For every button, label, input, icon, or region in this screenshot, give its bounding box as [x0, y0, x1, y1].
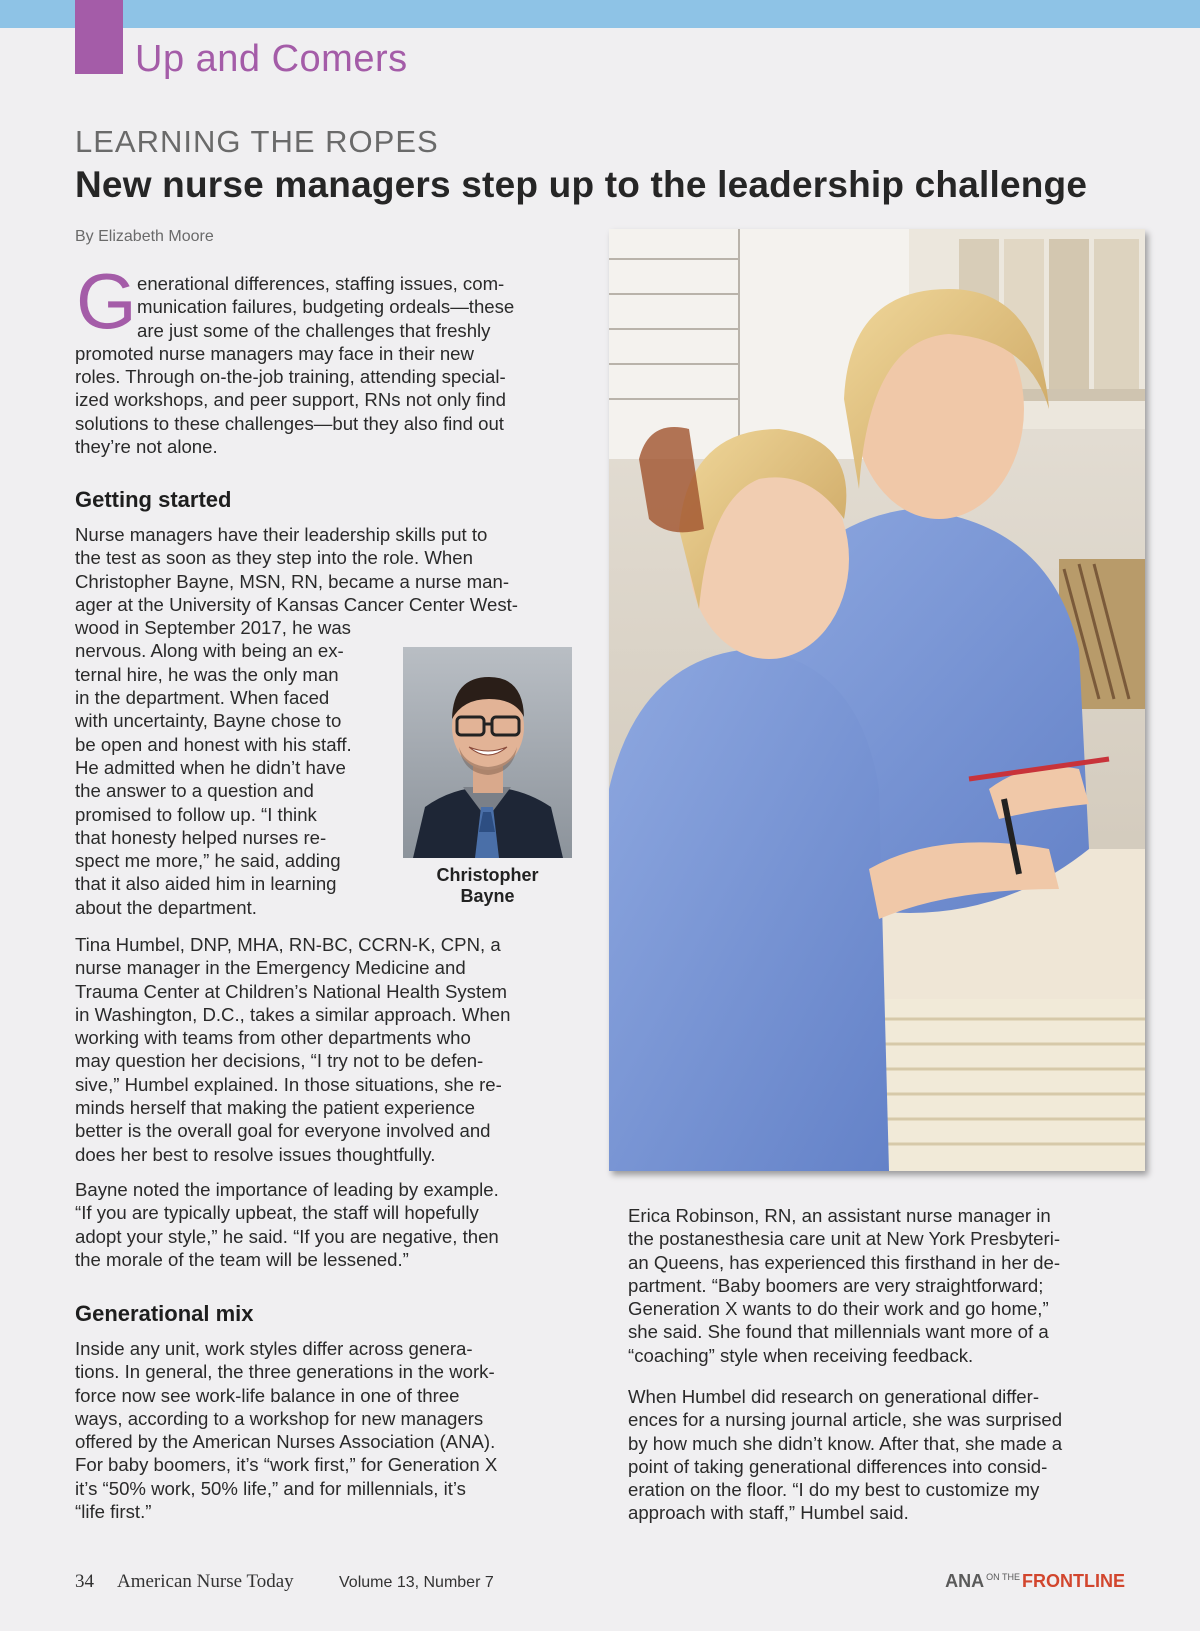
text-line: ences for a nursing journal article, she was surprised: [628, 1409, 1063, 1431]
portrait-caption: [403, 865, 572, 907]
text-line: that honesty helped nurses re-: [75, 826, 327, 848]
text-line: they’re not alone.: [75, 436, 218, 458]
body-paragraph: [75, 933, 510, 1166]
text-line: He admitted when he didn’t have: [75, 756, 346, 778]
article-byline: By Elizabeth Moore: [75, 228, 214, 245]
text-line: approach with staff,” Humbel said.: [628, 1502, 909, 1524]
intro-paragraph: [75, 272, 514, 458]
text-line: “If you are typically upbeat, the staff will hopefully: [75, 1202, 479, 1224]
text-line: When Humbel did research on generational differ-: [628, 1386, 1040, 1407]
subhead-generational-mix: Generational mix: [75, 1301, 254, 1326]
text-line: “coaching” style when receiving feedback.: [628, 1344, 974, 1366]
caption-line: Bayne: [460, 886, 515, 906]
text-line: eration on the floor. “I do my best to customize my: [628, 1479, 1040, 1501]
ana-frontline-logo: [945, 1571, 1125, 1592]
text-line: enerational differences, staffing issues, com-: [137, 273, 505, 294]
text-line: nurse manager in the Emergency Medicine and: [75, 957, 466, 979]
text-line: be open and honest with his staff.: [75, 733, 352, 755]
text-line: ternal hire, he was the only man: [75, 663, 339, 685]
text-line: ager at the University of Kansas Cancer Center West-: [75, 593, 518, 615]
text-line: Erica Robinson, RN, an assistant nurse manager in: [628, 1205, 1051, 1226]
text-line: minds herself that making the patient experience: [75, 1097, 475, 1119]
top-color-bar: [0, 0, 1200, 28]
brand-frontline: FRONTLINE: [1022, 1571, 1125, 1591]
text-line: adopt your style,” he said. “If you are negative, then: [75, 1225, 499, 1247]
text-line: Tina Humbel, DNP, MHA, RN-BC, CCRN-K, CPN, a: [75, 934, 501, 955]
text-line: “life first.”: [75, 1501, 152, 1523]
article-headline: New nurse managers step up to the leadership challenge: [75, 164, 1088, 205]
text-line: Trauma Center at Children’s National Health System: [75, 980, 507, 1002]
section-title: Up and Comers: [135, 38, 408, 80]
text-line: are just some of the challenges that freshly: [137, 319, 491, 341]
text-line: the test as soon as they step into the role. When: [75, 547, 473, 569]
text-line: tions. In general, the three generations in the work-: [75, 1361, 495, 1383]
text-line: roles. Through on-the-job training, attending special-: [75, 366, 506, 388]
text-line: does her best to resolve issues thoughtfully.: [75, 1143, 436, 1165]
text-line: promoted nurse managers may face in their new: [75, 342, 474, 364]
text-line: ways, according to a workshop for new managers: [75, 1407, 484, 1429]
text-line: promised to follow up. “I think: [75, 803, 317, 825]
drop-cap: G: [76, 257, 137, 345]
text-line: Bayne noted the importance of leading by example.: [75, 1179, 499, 1200]
text-line: ized workshops, and peer support, RNs not only find: [75, 389, 506, 411]
caption-line: Christopher: [436, 865, 539, 885]
text-line: munication failures, budgeting ordeals—these: [137, 296, 515, 318]
text-line: spect me more,” he said, adding: [75, 850, 341, 872]
body-paragraph: [628, 1385, 1062, 1525]
text-line: partment. “Baby boomers are very straightforward;: [628, 1274, 1044, 1296]
text-line: an Queens, has experienced this firsthand in her de-: [628, 1251, 1061, 1273]
text-line: For baby boomers, it’s “work first,” for Generation X: [75, 1454, 498, 1476]
magazine-name: American Nurse Today: [117, 1571, 294, 1592]
brand-sup: ON THE: [986, 1572, 1020, 1582]
text-line: solutions to these challenges—but they also find out: [75, 412, 504, 434]
subhead-getting-started: Getting started: [75, 487, 232, 512]
brand-ana: ANA: [945, 1571, 985, 1591]
text-line: by how much she didn’t know. After that, she made a: [628, 1432, 1063, 1454]
text-line: in the department. When faced: [75, 687, 330, 709]
text-line: wood in September 2017, he was: [75, 617, 351, 639]
text-line: that it also aided him in learning: [75, 873, 337, 895]
text-line: point of taking generational differences into consid-: [628, 1455, 1048, 1477]
body-paragraph: [75, 1178, 499, 1271]
page-number: 34: [75, 1571, 94, 1592]
portrait-photo: [403, 647, 572, 858]
text-line: she said. She found that millennials want more of a: [628, 1321, 1049, 1343]
text-line: offered by the American Nurses Association (ANA).: [75, 1431, 496, 1453]
text-line: Generation X wants to do their work and go home,”: [628, 1298, 1049, 1320]
text-line: nervous. Along with being an ex-: [75, 640, 344, 662]
text-line: Inside any unit, work styles differ across genera-: [75, 1338, 473, 1359]
body-paragraph: [628, 1204, 1060, 1367]
text-line: force now see work-life balance in one of three: [75, 1384, 460, 1406]
text-line: the answer to a question and: [75, 780, 314, 802]
text-line: Christopher Bayne, MSN, RN, became a nurse man-: [75, 570, 510, 592]
text-line: working with teams from other departments who: [75, 1027, 471, 1049]
text-line: sive,” Humbel explained. In those situations, she re-: [75, 1073, 502, 1095]
text-line: Nurse managers have their leadership skills put to: [75, 524, 488, 545]
nurses-photo: [609, 229, 1145, 1171]
text-line: in Washington, D.C., takes a similar approach. When: [75, 1003, 511, 1025]
volume-info: Volume 13, Number 7: [339, 1574, 494, 1591]
text-line: it’s “50% work, 50% life,” and for millennials, it’s: [75, 1477, 466, 1499]
text-line: the morale of the team will be lessened.”: [75, 1248, 409, 1270]
body-paragraph: [75, 1337, 497, 1523]
text-line: about the department.: [75, 896, 257, 918]
article-kicker: LEARNING THE ROPES: [75, 124, 439, 159]
text-line: with uncertainty, Bayne chose to: [75, 710, 342, 732]
text-line: better is the overall goal for everyone involved and: [75, 1120, 491, 1142]
text-line: the postanesthesia care unit at New York Presbyteri-: [628, 1228, 1061, 1250]
text-line: may question her decisions, “I try not to be defen-: [75, 1050, 484, 1072]
section-tab-marker: [75, 0, 123, 74]
